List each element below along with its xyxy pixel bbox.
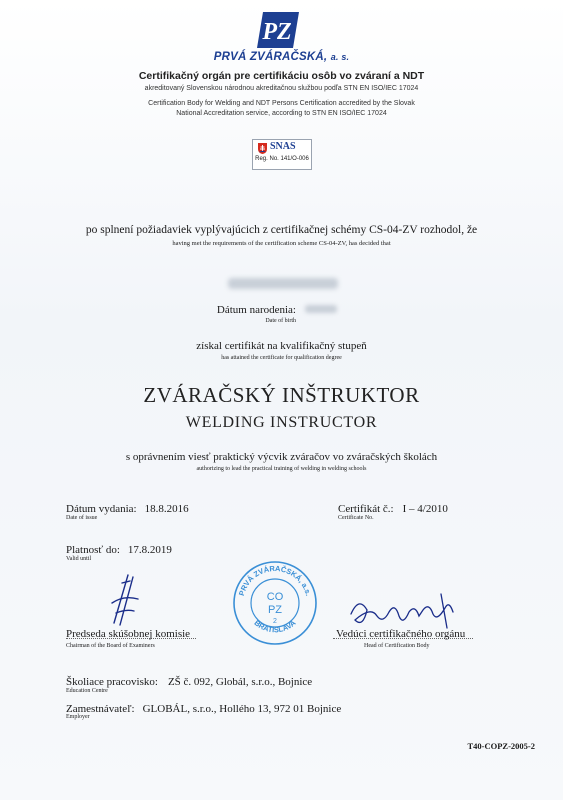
employer-value: GLOBÁL, s.r.o., Hollého 13, 972 01 Bojnice bbox=[142, 703, 342, 715]
chairman-signature bbox=[108, 573, 140, 629]
valid-until-label-en: Valid until bbox=[66, 556, 92, 562]
head-title: Vedúci certifikačného orgánu bbox=[336, 628, 466, 640]
snas-reg-number: Reg. No. 141/O-006 bbox=[255, 156, 309, 162]
snas-name: SNAS bbox=[270, 141, 296, 152]
issue-date-label-en: Date of issue bbox=[66, 515, 98, 521]
slovak-emblem-icon bbox=[257, 143, 268, 154]
certification-body-en: Certification Body for Welding and NDT Persons Certification accredited by the Slovak National Accreditation service, according to STN EN ISO/IEC 17024 bbox=[148, 100, 415, 117]
official-round-stamp bbox=[232, 560, 318, 646]
attained-text-en: has attained the certificate for qualification degree bbox=[221, 355, 342, 361]
qualification-title-en: WELDING INSTRUCTOR bbox=[185, 414, 378, 431]
head-title-en: Head of Certification Body bbox=[364, 643, 430, 649]
prva-zvaracska-logo-icon bbox=[255, 10, 301, 50]
certificate-number-label: Certifikát č.: bbox=[338, 503, 394, 515]
chairman-title: Predseda skúšobnej komisie bbox=[66, 628, 191, 640]
decision-text-en: having met the requirements of the certification scheme CS-04-ZV, has decided that bbox=[172, 240, 391, 247]
seal-bottom-text: BRATISLAVA bbox=[252, 618, 298, 635]
certification-body-sk: Certifikačný orgán pre certifikáciu osôb vo zváraní a NDT bbox=[138, 70, 425, 82]
authorization-text-en: authorizing to lead the practical training of welding in welding schools bbox=[196, 466, 367, 472]
certificate-number-label-en: Certificate No. bbox=[338, 515, 374, 521]
employer-block bbox=[66, 699, 341, 717]
valid-until-label: Platnosť do: bbox=[66, 544, 120, 556]
snas-accreditation-badge bbox=[252, 139, 312, 170]
education-centre-label: Školiace pracovisko: bbox=[66, 676, 158, 688]
education-centre-label-en: Education Centre bbox=[66, 688, 108, 694]
qualification-title-sk: ZVÁRAČSKÝ INŠTRUKTOR bbox=[143, 383, 420, 407]
chairman-title-en: Chairman of the Board of Examiners bbox=[66, 643, 155, 649]
authorization-text-sk: s oprávnením viesť praktický výcvik zváračov vo zváračských školách bbox=[125, 451, 438, 463]
employer-label: Zamestnávateľ: bbox=[66, 703, 135, 715]
accreditation-sk: akreditovaný Slovenskou národnou akreditačnou službou podľa STN EN ISO/IEC 17024 bbox=[144, 85, 419, 92]
dob-label-en: Date of birth bbox=[265, 318, 296, 324]
seal-center-top: CO bbox=[266, 591, 284, 603]
attained-text-sk: získal certifikát na kvalifikačný stupeň bbox=[196, 340, 367, 352]
certificate-number-value: I – 4/2010 bbox=[402, 503, 448, 515]
dob-value-redacted bbox=[305, 305, 337, 313]
issue-date-label: Dátum vydania: bbox=[66, 503, 137, 515]
education-centre-value: ZŠ č. 092, Globál, s.r.o., Bojnice bbox=[167, 676, 313, 688]
dob-label: Dátum narodenia: bbox=[216, 304, 296, 316]
seal-ring-text: PRVÁ ZVÁRAČSKÁ, a.s. bbox=[236, 563, 314, 597]
document-code: T40-COPZ-2005-2 bbox=[467, 741, 535, 751]
valid-until-value: 17.8.2019 bbox=[127, 544, 172, 556]
decision-text-sk: po splnení požiadaviek vyplývajúcich z certifikačnej schémy CS-04-ZV rozhodol, že bbox=[85, 224, 478, 236]
brand-name: PRVÁ ZVÁRAČSKÁ, a. s. bbox=[213, 51, 350, 63]
holder-name-redacted bbox=[228, 278, 338, 289]
issue-date-value: 18.8.2016 bbox=[144, 503, 189, 515]
employer-label-en: Employer bbox=[66, 714, 90, 720]
seal-center-bottom: PZ bbox=[267, 604, 283, 616]
seal-number: 2 bbox=[273, 618, 277, 625]
svg-text:PZ: PZ bbox=[262, 19, 292, 45]
